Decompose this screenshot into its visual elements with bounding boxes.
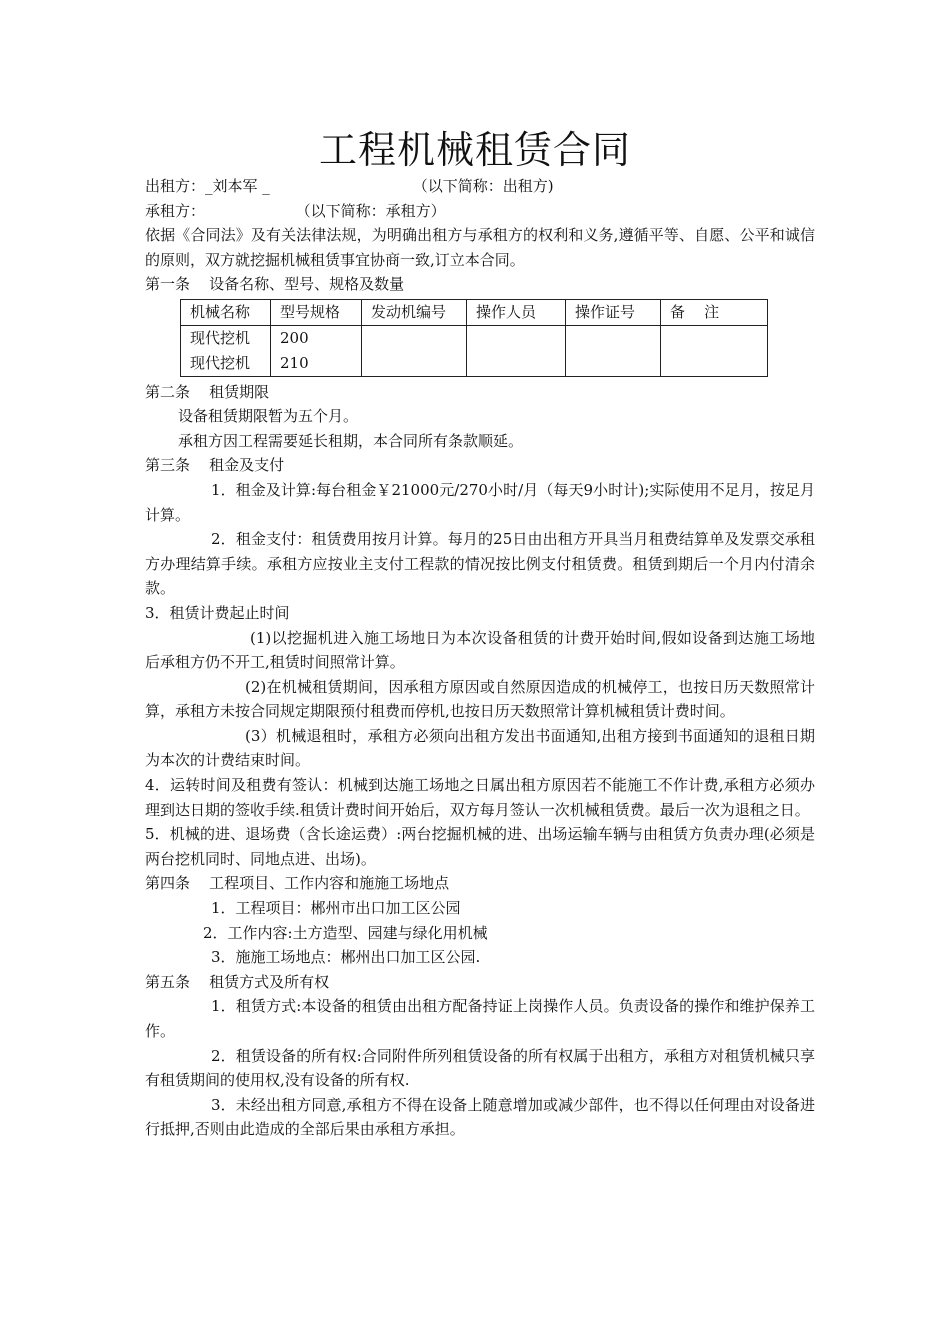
table-cell	[181, 325, 271, 376]
table-header-cell: 型号规格	[271, 299, 362, 325]
document-title: 工程机械租赁合同	[318, 128, 631, 172]
table-cell-value: 200	[280, 328, 309, 347]
article3-subitem: (3）机械退租时，承租方必须向出租方发出书面通知,出租方接到书面通知的退租日期为本次的计费结束时间。	[145, 726, 815, 770]
table-header-cell: 备 注	[661, 299, 768, 325]
article3-item: 5．机械的进、退场费（含长途运费）:两台挖掘机械的进、出场运输车辆与由租赁方负责办理(必须是两台挖机同时、同地点进、出场)。	[145, 825, 815, 868]
table-cell-value: 210	[280, 353, 309, 372]
article4-item: 2．工作内容:土方造型、园建与绿化用机械	[203, 923, 488, 942]
article4-heading: 第四条 工程项目、工作内容和施施工场地点	[145, 874, 450, 893]
article5-item: 2．租赁设备的所有权:合同附件所列租赁设备的所有权属于出租方，承租方对租赁机械只享有租赁期间的使用权,没有设备的所有权.	[145, 1046, 815, 1090]
table-cell	[566, 325, 661, 376]
article2-paragraph: 承租方因工程需要延长租期，本合同所有条款顺延。	[178, 431, 524, 450]
article1-heading: 第一条 设备名称、型号、规格及数量	[145, 275, 405, 294]
article3-heading: 第三条 租金及支付	[145, 456, 285, 475]
article2-paragraph: 设备租赁期限暂为五个月。	[178, 407, 359, 426]
article3-subitem: (2)在机械租赁期间，因承租方原因或自然原因造成的机械停工，也按日历天数照常计算，承租方未按合同规定期限预付租费而停机,也按日历天数照常计算机械租赁计费时间。	[145, 677, 815, 721]
article5-item: 1．租赁方式:本设备的租赁由出租方配备持证上岗操作人员。负责设备的操作和维护保养工作。	[145, 997, 815, 1040]
article4-item: 1．工程项目：郴州市出口加工区公园	[211, 899, 461, 918]
lessor-line: 出租方：_刘本军 _ （以下简称：出租方)	[145, 177, 554, 195]
table-header-row	[181, 299, 768, 325]
table-cell	[467, 325, 566, 376]
article4-item: 3．施施工场地点：郴州出口加工区公园.	[211, 948, 481, 967]
document-body	[145, 174, 815, 1142]
table-row	[181, 325, 768, 376]
lessee-line: 承租方： （以下简称：承租方）	[145, 201, 446, 220]
table-cell	[271, 325, 362, 376]
table-header-cell: 操作人员	[467, 299, 566, 325]
table-cell	[362, 325, 467, 376]
table-header-cell: 操作证号	[566, 299, 661, 325]
table-cell-value: 现代挖机	[190, 353, 251, 372]
equipment-table	[180, 299, 768, 377]
table-header-cell: 发动机编号	[362, 299, 467, 325]
preamble: 依据《合同法》及有关法律法规，为明确出租方与承租方的权利和义务,遵循平等、自愿、公平和诚信的原则，双方就挖掘机械租赁事宜协商一致,订立本合同。	[145, 226, 815, 269]
article3-item: 4．运转时间及租费有签认：机械到达施工场地之日属出租方原因若不能施工不作计费,承租方必须办理到达日期的签收手续.租赁计费时间开始后，双方每月签认一次机械租赁费。最后一次为退租之日。	[145, 776, 815, 819]
article3-subitem: (1)以挖掘机进入施工场地日为本次设备租赁的计费开始时间,假如设备到达施工场地后承租方仍不开工,租赁时间照常计算。	[145, 628, 815, 672]
article5-item: 3．未经出租方同意,承租方不得在设备上随意增加或减少部件，也不得以任何理由对设备进行抵押,否则由此造成的全部后果由承租方承担。	[145, 1095, 815, 1139]
article5-heading: 第五条 租赁方式及所有权	[145, 972, 330, 991]
article3-item: 2．租金支付：租赁费用按月计算。每月的25日由出租方开具当月租费结算单及发票交承租方办理结算手续。承租方应按业主支付工程款的情况按比例支付租赁费。租赁到期后一个月内付清余款。	[145, 530, 815, 598]
article3-item: 1．租金及计算:每台租金￥21000元/270小时/月（每天9小时计);实际使用不足月，按足月计算。	[145, 480, 815, 524]
table-cell	[661, 325, 768, 376]
table-cell-value: 现代挖机	[190, 328, 251, 347]
article3-item-heading: 3．租赁计费起止时间	[145, 603, 290, 622]
table-header-cell: 机械名称	[181, 299, 271, 325]
article2-heading: 第二条 租赁期限	[145, 382, 270, 401]
